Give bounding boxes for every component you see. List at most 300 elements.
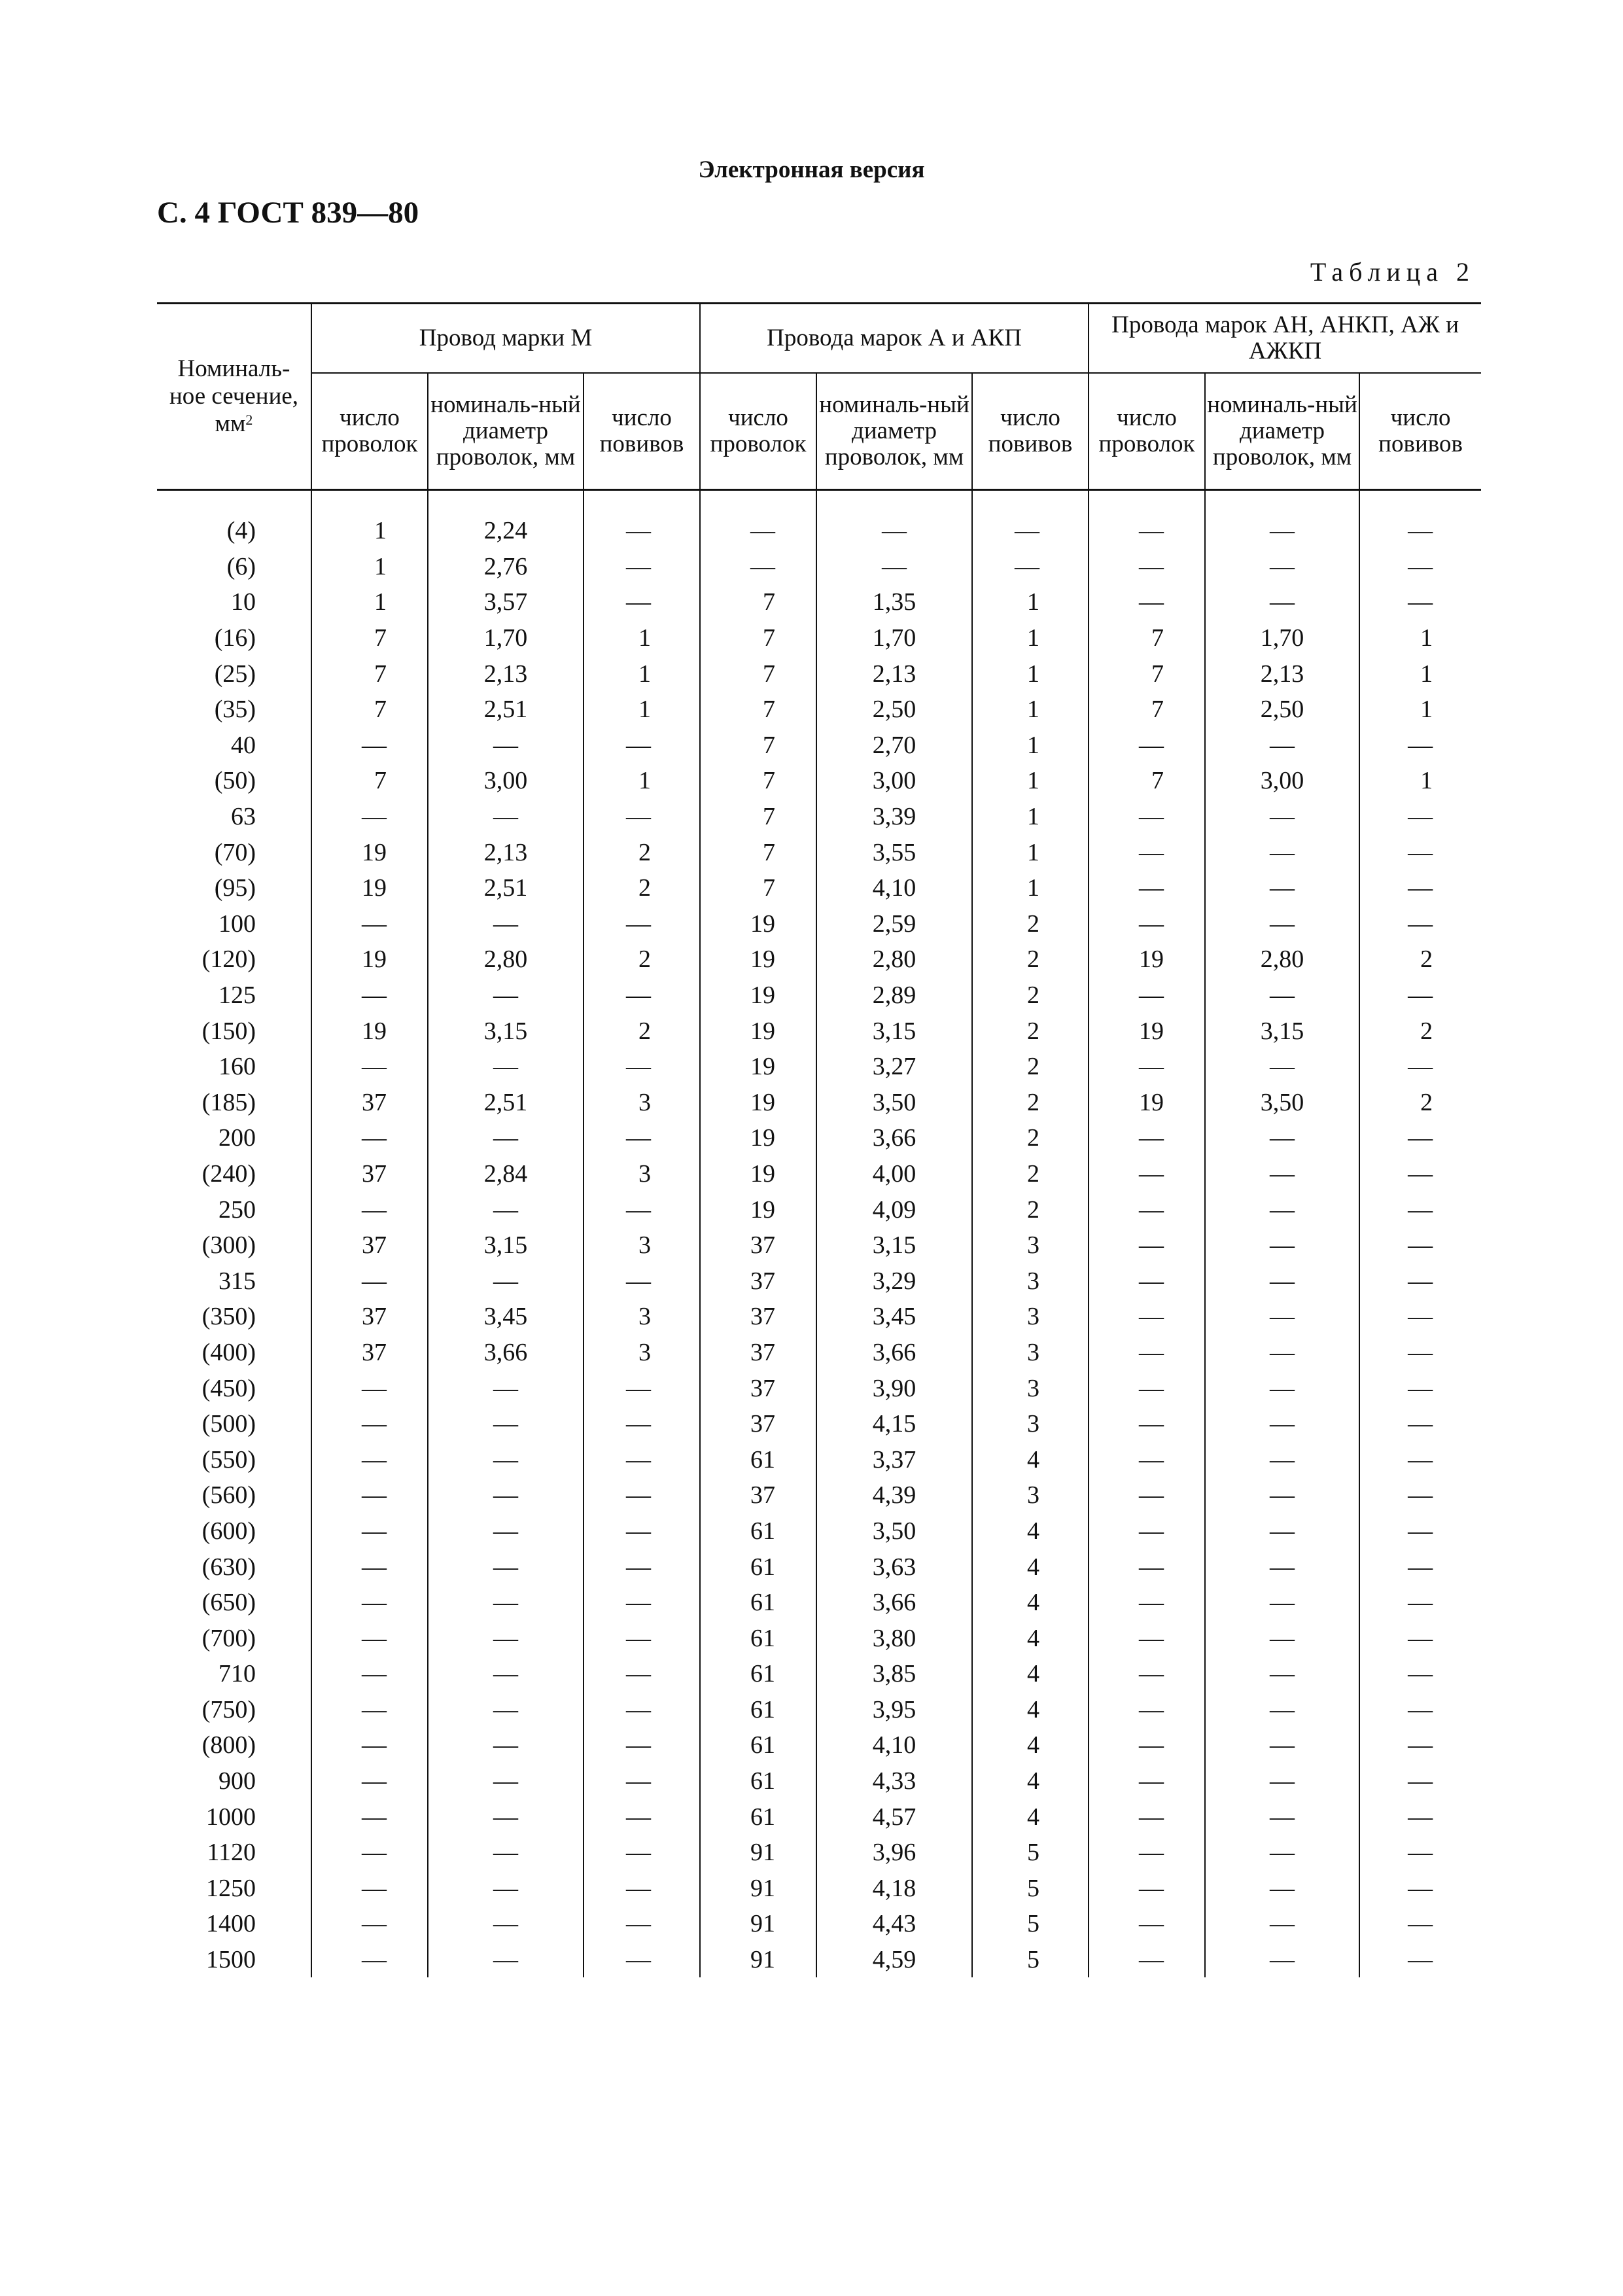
cell-an-wire-count: 19	[1089, 1013, 1205, 1049]
cell-an-wire-count: —	[1089, 1620, 1205, 1656]
cell-an-layers: —	[1359, 1335, 1481, 1371]
table-row	[157, 584, 1481, 620]
cell-an-diameter: —	[1205, 870, 1359, 906]
cell-m-diameter: —	[428, 1549, 584, 1585]
table-row	[157, 549, 1481, 585]
cell-m-diameter: 2,76	[428, 549, 584, 585]
cell-a-wire-count: 19	[700, 978, 816, 1014]
table-row	[157, 1763, 1481, 1799]
cell-an-layers: —	[1359, 1549, 1481, 1585]
cell-m-layers: 2	[584, 870, 700, 906]
cell-m-diameter: 3,15	[428, 1227, 584, 1263]
cell-a-diameter: 3,66	[816, 1585, 972, 1621]
cell-an-diameter: 2,80	[1205, 942, 1359, 978]
cell-an-wire-count: —	[1089, 584, 1205, 620]
cell-a-layers: 4	[972, 1620, 1089, 1656]
cell-a-layers: 2	[972, 1192, 1089, 1227]
cell-m-wire-count: 19	[311, 834, 428, 870]
table-body	[157, 490, 1481, 1978]
cell-a-diameter: 3,55	[816, 834, 972, 870]
cell-m-layers: —	[584, 1370, 700, 1406]
cell-section: 250	[218, 1195, 256, 1224]
cell-an-diameter: —	[1205, 1942, 1359, 1978]
cell-a-wire-count: 19	[700, 1049, 816, 1085]
subheader-wire-count: число проволок	[1089, 373, 1205, 490]
cell-an-layers: —	[1359, 1227, 1481, 1263]
cell-m-wire-count: 7	[311, 656, 428, 692]
cell-m-layers: 1	[584, 763, 700, 799]
cell-a-diameter: 2,70	[816, 728, 972, 764]
cell-m-wire-count: 19	[311, 1013, 428, 1049]
cell-m-layers: —	[584, 1406, 700, 1442]
cell-an-wire-count: —	[1089, 870, 1205, 906]
cell-m-wire-count: 37	[311, 1085, 428, 1121]
cell-a-layers: 5	[972, 1835, 1089, 1871]
table-row	[157, 1942, 1481, 1978]
cell-m-layers: 3	[584, 1227, 700, 1263]
table-row	[157, 1727, 1481, 1763]
cell-an-layers: —	[1359, 1620, 1481, 1656]
cell-m-diameter: —	[428, 1513, 584, 1549]
cell-an-layers: —	[1359, 1656, 1481, 1692]
cell-a-diameter: 2,89	[816, 978, 972, 1014]
cell-an-layers: —	[1359, 1906, 1481, 1942]
cell-an-diameter: —	[1205, 1156, 1359, 1192]
cell-an-wire-count: —	[1089, 1477, 1205, 1513]
cell-m-diameter: —	[428, 728, 584, 764]
cell-section: 100	[218, 910, 256, 938]
cell-an-layers: —	[1359, 1299, 1481, 1335]
cell-a-wire-count: 37	[700, 1335, 816, 1371]
cell-an-diameter: —	[1205, 1906, 1359, 1942]
cell-a-diameter: 3,27	[816, 1049, 972, 1085]
cell-a-layers: 1	[972, 834, 1089, 870]
cell-a-diameter: —	[816, 549, 972, 585]
cell-a-diameter: —	[816, 513, 972, 549]
cell-a-wire-count: 61	[700, 1549, 816, 1585]
cell-an-diameter: —	[1205, 1871, 1359, 1907]
cell-an-layers: 2	[1359, 942, 1481, 978]
cell-section: (25)	[214, 660, 256, 688]
table-row	[157, 1620, 1481, 1656]
cell-a-wire-count: 37	[700, 1370, 816, 1406]
subheader-nominal-diameter: номиналь-ный диаметр проволок, мм	[816, 373, 972, 490]
cell-section: (630)	[201, 1553, 256, 1581]
cell-section: (600)	[201, 1517, 256, 1545]
cell-section: (4)	[226, 517, 256, 545]
cell-an-layers: 2	[1359, 1013, 1481, 1049]
cell-a-diameter: 4,09	[816, 1192, 972, 1227]
cell-section: (550)	[201, 1445, 256, 1474]
cell-m-layers: —	[584, 728, 700, 764]
table-row	[157, 728, 1481, 764]
cell-an-diameter: 2,50	[1205, 692, 1359, 728]
cell-m-diameter: —	[428, 1049, 584, 1085]
cell-a-wire-count: 61	[700, 1727, 816, 1763]
cell-m-diameter: —	[428, 1585, 584, 1621]
cell-m-diameter: —	[428, 1906, 584, 1942]
cell-m-diameter: —	[428, 1120, 584, 1156]
cell-m-diameter: —	[428, 906, 584, 942]
cell-a-layers: 3	[972, 1227, 1089, 1263]
cell-m-diameter: 2,24	[428, 513, 584, 549]
cell-m-layers: —	[584, 1799, 700, 1835]
cell-an-layers: —	[1359, 906, 1481, 942]
cell-a-diameter: 3,95	[816, 1692, 972, 1728]
cell-m-layers: 2	[584, 942, 700, 978]
cell-m-wire-count: —	[311, 1585, 428, 1621]
cell-a-diameter: 3,66	[816, 1335, 972, 1371]
cell-a-layers: 3	[972, 1477, 1089, 1513]
table-row	[157, 620, 1481, 656]
cell-an-wire-count: —	[1089, 549, 1205, 585]
cell-an-diameter: 3,50	[1205, 1085, 1359, 1121]
cell-a-wire-count: 91	[700, 1942, 816, 1978]
cell-section: (300)	[201, 1231, 256, 1260]
cell-an-diameter: —	[1205, 584, 1359, 620]
cell-an-wire-count: 7	[1089, 656, 1205, 692]
cell-m-diameter: 3,66	[428, 1335, 584, 1371]
cell-m-wire-count: 7	[311, 620, 428, 656]
table-row	[157, 656, 1481, 692]
cell-m-wire-count: —	[311, 1049, 428, 1085]
cell-m-wire-count: 1	[311, 513, 428, 549]
cell-an-diameter: —	[1205, 1299, 1359, 1335]
table-row	[157, 692, 1481, 728]
cell-m-wire-count: —	[311, 799, 428, 835]
cell-a-wire-count: 61	[700, 1620, 816, 1656]
cell-a-diameter: 3,39	[816, 799, 972, 835]
group-header-m: Провод марки М	[311, 304, 700, 374]
cell-an-diameter: —	[1205, 1656, 1359, 1692]
cell-an-layers: —	[1359, 1441, 1481, 1477]
cell-m-diameter: 2,84	[428, 1156, 584, 1192]
cell-m-layers: —	[584, 1477, 700, 1513]
cell-a-layers: 4	[972, 1513, 1089, 1549]
cell-a-layers: 4	[972, 1692, 1089, 1728]
cell-m-wire-count: —	[311, 1192, 428, 1227]
cell-an-diameter: —	[1205, 1513, 1359, 1549]
cell-m-diameter: —	[428, 1370, 584, 1406]
cell-a-layers: 1	[972, 763, 1089, 799]
cell-a-diameter: 3,00	[816, 763, 972, 799]
cell-a-layers: 4	[972, 1441, 1089, 1477]
cell-m-diameter: —	[428, 1835, 584, 1871]
cell-m-layers: —	[584, 1942, 700, 1978]
cell-a-layers: 2	[972, 942, 1089, 978]
cell-section: (240)	[201, 1159, 256, 1188]
cell-section: (35)	[214, 696, 256, 724]
cell-a-layers: 2	[972, 978, 1089, 1014]
cell-m-layers: 3	[584, 1299, 700, 1335]
cell-an-diameter: —	[1205, 978, 1359, 1014]
cell-a-wire-count: 37	[700, 1406, 816, 1442]
cell-a-wire-count: 91	[700, 1871, 816, 1907]
cell-an-layers: —	[1359, 1513, 1481, 1549]
cell-a-diameter: 3,63	[816, 1549, 972, 1585]
cell-an-wire-count: —	[1089, 1763, 1205, 1799]
cell-section: (560)	[201, 1481, 256, 1510]
cell-a-layers: 1	[972, 870, 1089, 906]
subheader-wire-count: число проволок	[700, 373, 816, 490]
cell-a-layers: 3	[972, 1263, 1089, 1299]
cell-an-wire-count: —	[1089, 1871, 1205, 1907]
cell-a-diameter: 3,29	[816, 1263, 972, 1299]
table-row	[157, 1871, 1481, 1907]
cell-an-layers: —	[1359, 1763, 1481, 1799]
cell-an-diameter: —	[1205, 549, 1359, 585]
cell-m-diameter: —	[428, 1192, 584, 1227]
cell-m-wire-count: —	[311, 1942, 428, 1978]
subheader-nominal-diameter: номиналь-ный диаметр проволок, мм	[1205, 373, 1359, 490]
cell-a-wire-count: 61	[700, 1799, 816, 1835]
cell-section: 710	[218, 1660, 256, 1688]
cell-an-layers: 2	[1359, 1085, 1481, 1121]
cell-m-wire-count: —	[311, 1835, 428, 1871]
cell-section: 63	[231, 803, 256, 831]
table-row	[157, 942, 1481, 978]
cell-m-diameter: —	[428, 1656, 584, 1692]
table-row	[157, 799, 1481, 835]
cell-an-layers: 1	[1359, 763, 1481, 799]
cell-an-layers: 1	[1359, 692, 1481, 728]
cell-a-diameter: 4,00	[816, 1156, 972, 1192]
cell-a-diameter: 3,96	[816, 1835, 972, 1871]
cell-a-layers: —	[972, 549, 1089, 585]
cell-a-layers: 5	[972, 1906, 1089, 1942]
cell-a-wire-count: 19	[700, 906, 816, 942]
cell-m-wire-count: —	[311, 1120, 428, 1156]
cell-m-layers: —	[584, 1585, 700, 1621]
table-row	[157, 1799, 1481, 1835]
cell-an-layers: —	[1359, 834, 1481, 870]
cell-m-layers: 2	[584, 1013, 700, 1049]
cell-section: 1500	[206, 1946, 256, 1974]
cell-a-diameter: 2,13	[816, 656, 972, 692]
subheader-nominal-diameter: номиналь-ный диаметр проволок, мм	[428, 373, 584, 490]
cell-an-layers: —	[1359, 1727, 1481, 1763]
cell-a-wire-count: 37	[700, 1227, 816, 1263]
cell-m-wire-count: —	[311, 1406, 428, 1442]
cell-m-diameter: 2,51	[428, 1085, 584, 1121]
subheader-layer-count: число повивов	[584, 373, 700, 490]
cell-a-diameter: 1,70	[816, 620, 972, 656]
cell-a-wire-count: 7	[700, 763, 816, 799]
section-column-header	[157, 304, 311, 490]
cell-m-layers: 3	[584, 1156, 700, 1192]
table-row	[157, 906, 1481, 942]
cell-an-layers: —	[1359, 1871, 1481, 1907]
cell-an-wire-count: —	[1089, 799, 1205, 835]
cell-m-diameter: 3,57	[428, 584, 584, 620]
group-header-an-ankp-azh-azhkp: Провода марок АН, АНКП, АЖ и АЖКП	[1089, 304, 1481, 374]
cell-a-wire-count: 19	[700, 942, 816, 978]
cell-a-diameter: 1,35	[816, 584, 972, 620]
cell-m-layers: —	[584, 1656, 700, 1692]
cell-a-wire-count: 37	[700, 1477, 816, 1513]
cell-a-diameter: 2,50	[816, 692, 972, 728]
cell-m-wire-count: —	[311, 1799, 428, 1835]
cell-an-wire-count: —	[1089, 728, 1205, 764]
cell-a-diameter: 4,18	[816, 1871, 972, 1907]
cell-a-wire-count: 19	[700, 1156, 816, 1192]
cell-an-wire-count: —	[1089, 1727, 1205, 1763]
cell-an-layers: 1	[1359, 656, 1481, 692]
cell-a-diameter: 3,80	[816, 1620, 972, 1656]
cell-m-wire-count: 37	[311, 1156, 428, 1192]
cell-a-diameter: 2,59	[816, 906, 972, 942]
cell-an-diameter: —	[1205, 906, 1359, 942]
cell-a-layers: 3	[972, 1406, 1089, 1442]
cell-section: 200	[218, 1124, 256, 1152]
cell-m-layers: —	[584, 1906, 700, 1942]
cell-section: 1400	[206, 1910, 256, 1938]
cell-an-layers: 1	[1359, 620, 1481, 656]
cell-a-diameter: 4,59	[816, 1942, 972, 1978]
cell-an-diameter: —	[1205, 1835, 1359, 1871]
cell-m-wire-count: 19	[311, 870, 428, 906]
section-unit-exponent: 2	[245, 412, 253, 428]
cell-m-wire-count: —	[311, 1656, 428, 1692]
cell-section: (800)	[201, 1731, 256, 1759]
cell-a-layers: 3	[972, 1299, 1089, 1335]
cell-an-diameter: —	[1205, 1227, 1359, 1263]
cell-an-diameter: —	[1205, 1620, 1359, 1656]
table-row	[157, 834, 1481, 870]
cell-an-layers: —	[1359, 1120, 1481, 1156]
cell-m-diameter: —	[428, 1871, 584, 1907]
cell-an-layers: —	[1359, 1263, 1481, 1299]
cell-an-diameter: —	[1205, 1406, 1359, 1442]
cell-a-layers: 2	[972, 1156, 1089, 1192]
cell-an-layers: —	[1359, 1370, 1481, 1406]
table-row	[157, 1335, 1481, 1371]
table-row	[157, 1085, 1481, 1121]
cell-an-layers: —	[1359, 1049, 1481, 1085]
cell-a-diameter: 3,45	[816, 1299, 972, 1335]
cell-a-layers: 4	[972, 1585, 1089, 1621]
cell-m-wire-count: 37	[311, 1227, 428, 1263]
cell-an-wire-count: —	[1089, 1835, 1205, 1871]
cell-section: (700)	[201, 1624, 256, 1652]
cell-a-wire-count: 61	[700, 1763, 816, 1799]
cell-an-layers: —	[1359, 1192, 1481, 1227]
cell-m-wire-count: 19	[311, 942, 428, 978]
cell-m-layers: —	[584, 1620, 700, 1656]
table-row	[157, 1406, 1481, 1442]
cell-m-wire-count: —	[311, 1763, 428, 1799]
cell-a-layers: 2	[972, 1085, 1089, 1121]
cell-section: 900	[218, 1767, 256, 1795]
wire-spec-table	[157, 302, 1481, 1977]
cell-m-wire-count: —	[311, 728, 428, 764]
cell-a-diameter: 4,39	[816, 1477, 972, 1513]
cell-an-wire-count: —	[1089, 1192, 1205, 1227]
cell-an-layers: —	[1359, 1692, 1481, 1728]
cell-an-layers: —	[1359, 870, 1481, 906]
cell-m-wire-count: —	[311, 1692, 428, 1728]
cell-a-diameter: 4,43	[816, 1906, 972, 1942]
cell-m-wire-count: 7	[311, 763, 428, 799]
table-row	[157, 870, 1481, 906]
cell-m-diameter: —	[428, 1763, 584, 1799]
cell-m-layers: 1	[584, 656, 700, 692]
cell-a-wire-count: 37	[700, 1299, 816, 1335]
cell-an-layers: —	[1359, 1585, 1481, 1621]
cell-an-wire-count: —	[1089, 1263, 1205, 1299]
cell-m-diameter: —	[428, 1620, 584, 1656]
cell-an-diameter: 1,70	[1205, 620, 1359, 656]
cell-an-layers: —	[1359, 1835, 1481, 1871]
table-row	[157, 1692, 1481, 1728]
cell-section: 315	[218, 1267, 256, 1295]
cell-m-wire-count: —	[311, 978, 428, 1014]
cell-an-wire-count: 7	[1089, 763, 1205, 799]
cell-an-wire-count: —	[1089, 1692, 1205, 1728]
cell-an-wire-count: —	[1089, 1656, 1205, 1692]
cell-an-diameter: —	[1205, 1549, 1359, 1585]
cell-a-layers: 4	[972, 1656, 1089, 1692]
cell-a-layers: —	[972, 513, 1089, 549]
cell-m-wire-count: 37	[311, 1299, 428, 1335]
cell-an-wire-count: —	[1089, 1156, 1205, 1192]
cell-a-wire-count: 19	[700, 1192, 816, 1227]
cell-an-wire-count: —	[1089, 1942, 1205, 1978]
cell-m-layers: —	[584, 1549, 700, 1585]
cell-an-diameter: 3,00	[1205, 763, 1359, 799]
cell-a-wire-count: 91	[700, 1906, 816, 1942]
table-row	[157, 1263, 1481, 1299]
cell-an-layers: —	[1359, 1156, 1481, 1192]
cell-a-wire-count: 61	[700, 1441, 816, 1477]
cell-a-wire-count: 19	[700, 1013, 816, 1049]
cell-section: (16)	[214, 624, 256, 652]
cell-a-diameter: 3,37	[816, 1441, 972, 1477]
cell-a-diameter: 3,50	[816, 1085, 972, 1121]
cell-an-wire-count: —	[1089, 1227, 1205, 1263]
cell-an-wire-count: —	[1089, 1406, 1205, 1442]
cell-m-layers: —	[584, 1513, 700, 1549]
cell-an-layers: —	[1359, 549, 1481, 585]
subheader-layer-count: число повивов	[1359, 373, 1481, 490]
cell-an-diameter: —	[1205, 1049, 1359, 1085]
cell-m-diameter: 3,15	[428, 1013, 584, 1049]
cell-an-wire-count: —	[1089, 1585, 1205, 1621]
cell-an-diameter: —	[1205, 728, 1359, 764]
cell-a-wire-count: 61	[700, 1585, 816, 1621]
cell-a-wire-count: 91	[700, 1835, 816, 1871]
cell-a-diameter: 4,33	[816, 1763, 972, 1799]
cell-an-wire-count: 7	[1089, 620, 1205, 656]
cell-section: (95)	[214, 874, 256, 902]
cell-a-wire-count: 7	[700, 870, 816, 906]
cell-m-diameter: —	[428, 1942, 584, 1978]
cell-section: (6)	[226, 552, 256, 580]
table-row	[157, 978, 1481, 1014]
cell-an-layers: —	[1359, 978, 1481, 1014]
cell-an-wire-count: —	[1089, 1335, 1205, 1371]
cell-an-layers: —	[1359, 584, 1481, 620]
cell-m-wire-count: —	[311, 1441, 428, 1477]
cell-a-wire-count: 7	[700, 692, 816, 728]
subheader-wire-count: число проволок	[311, 373, 428, 490]
cell-an-diameter: 3,15	[1205, 1013, 1359, 1049]
cell-section: (350)	[201, 1303, 256, 1331]
cell-an-diameter: —	[1205, 1263, 1359, 1299]
cell-m-layers: —	[584, 799, 700, 835]
cell-an-wire-count: —	[1089, 1049, 1205, 1085]
cell-an-diameter: —	[1205, 1799, 1359, 1835]
